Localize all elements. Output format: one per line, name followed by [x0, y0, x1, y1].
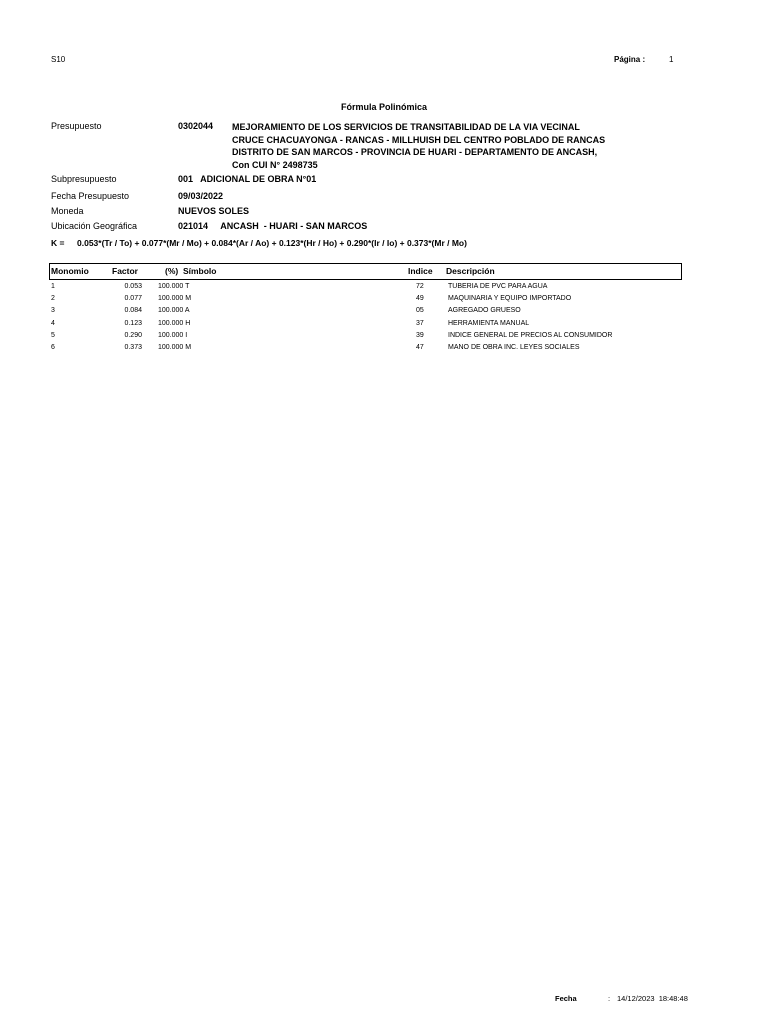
fecha-presupuesto-label: Fecha Presupuesto [51, 191, 130, 201]
footer-fecha-value: 14/12/2023 18:48:48 [617, 994, 688, 1003]
formula-expression: 0.053*(Tr / To) + 0.077*(Mr / Mo) + 0.084*(Ar / Ao) + 0.123*(Hr / Ho) + 0.290*(Ir / Io) + 0.373*(Mr / Mo) [77, 238, 467, 248]
cell-factor: 0.077 [124, 295, 142, 303]
presupuesto-label: Presupuesto [51, 121, 102, 131]
ubicacion-value: 021014 ANCASH - HUARI - SAN MARCOS [178, 221, 368, 231]
ubicacion-label: Ubicación Geográfica [51, 221, 138, 231]
cell-descripcion: AGREGADO GRUESO [448, 307, 521, 315]
cell-indice: 37 [416, 319, 424, 327]
cell-descripcion: INDICE GENERAL DE PRECIOS AL CONSUMIDOR [448, 331, 613, 339]
cell-monomio: 3 [51, 307, 55, 315]
header-simbolo: (%) Símbolo [165, 266, 217, 276]
table-body [0, 283, 768, 356]
cell-descripcion: HERRAMIENTA MANUAL [448, 319, 530, 327]
cell-monomio: 5 [51, 331, 55, 339]
cell-indice: 47 [416, 343, 424, 351]
cell-factor: 0.290 [124, 331, 142, 339]
cell-factor: 0.123 [124, 319, 142, 327]
table-row [0, 344, 768, 356]
cell-indice: 49 [416, 295, 424, 303]
page-label: Página : [614, 55, 646, 64]
fecha-presupuesto-value: 09/03/2022 [178, 191, 224, 201]
table-row [0, 295, 768, 307]
cell-indice: 39 [416, 331, 424, 339]
page-number: 1 [669, 55, 674, 64]
footer-fecha-colon: : [608, 994, 611, 1003]
presupuesto-description: MEJORAMIENTO DE LOS SERVICIOS DE TRANSITABILIDAD DE LA VIA VECINAL CRUCE CHACUAYONGA - RANCAS - MILLHUISH DEL CENTRO POBLADO DE RANCAS DISTRITO DE SAN MARCOS - PROVINCIA DE HUARI - DEPARTAMENTO DE ANCASH, Con CUI N° 2498735 [232, 122, 606, 170]
cell-monomio: 4 [51, 319, 55, 327]
cell-simbolo: 100.000 M [158, 343, 192, 351]
cell-simbolo: 100.000 M [158, 295, 192, 303]
cell-monomio: 2 [51, 295, 55, 303]
report-code: S10 [51, 55, 66, 64]
cell-descripcion: MANO DE OBRA INC. LEYES SOCIALES [448, 343, 580, 351]
table-header-box [49, 263, 682, 280]
cell-indice: 05 [416, 307, 424, 315]
header-monomio: Monomio [51, 266, 89, 276]
cell-factor: 0.084 [124, 307, 142, 315]
header-descripcion: Descripción [446, 266, 495, 276]
cell-indice: 72 [416, 283, 424, 290]
header-indice: Indice [408, 266, 433, 276]
table-row [0, 283, 768, 295]
moneda-value: NUEVOS SOLES [178, 206, 250, 216]
subpresupuesto-label: Subpresupuesto [51, 174, 117, 184]
cell-factor: 0.373 [124, 343, 142, 351]
table-row [0, 332, 768, 344]
cell-descripcion: MAQUINARIA Y EQUIPO IMPORTADO [448, 295, 572, 303]
cell-monomio: 1 [51, 283, 55, 290]
cell-descripcion: TUBERIA DE PVC PARA AGUA [448, 283, 548, 290]
presupuesto-code: 0302044 [178, 121, 214, 131]
moneda-label: Moneda [51, 206, 84, 216]
footer-fecha-label: Fecha [555, 994, 577, 1003]
table-row [0, 307, 768, 319]
table-row [0, 320, 768, 332]
header-factor: Factor [112, 266, 138, 276]
cell-simbolo: 100.000 T [158, 283, 190, 290]
page-title: Fórmula Polinómica [340, 102, 427, 112]
formula-line [51, 238, 467, 248]
cell-simbolo: 100.000 H [158, 319, 191, 327]
subpresupuesto-value: 001 ADICIONAL DE OBRA N°01 [178, 174, 317, 184]
cell-monomio: 6 [51, 343, 55, 351]
cell-simbolo: 100.000 A [158, 307, 190, 315]
formula-k-label: K = [51, 238, 65, 248]
cell-factor: 0.053 [124, 283, 142, 290]
cell-simbolo: 100.000 I [158, 331, 188, 339]
